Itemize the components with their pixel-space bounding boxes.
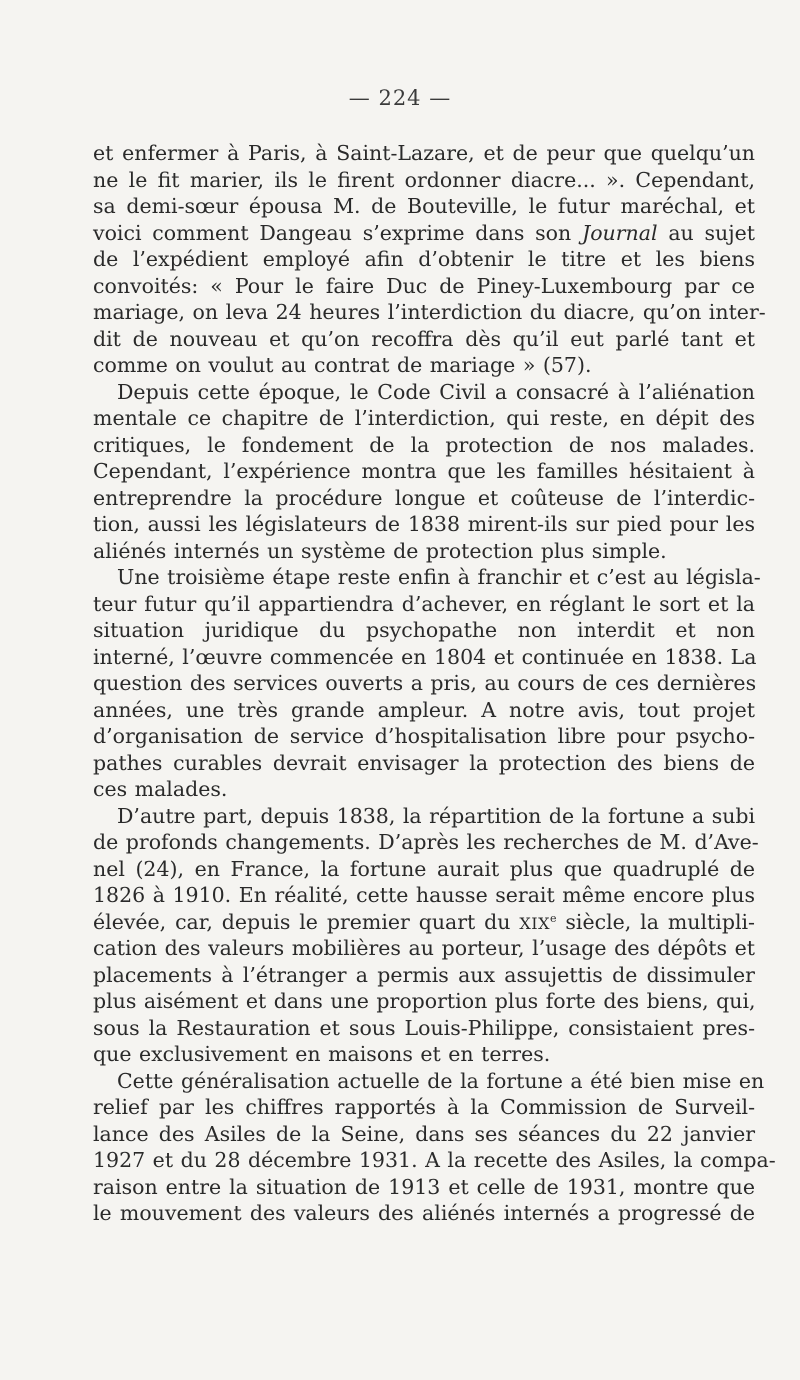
text-line: raison entre la situation de 1913 et celle de 1931, montre que [93,1174,755,1199]
text-line [93,909,755,936]
text-line: mentale ce chapitre de l’interdiction, qui reste, en dépit des [93,406,755,430]
text-line: d’organisation de service d’hospitalisation libre pour psycho- [93,724,755,748]
italic-title: Journal [581,220,658,245]
text-line: cation des valeurs mobilières au porteur, l’usage des dépôts et [93,936,755,960]
text-line: convoités: « Pour le faire Duc de Piney-Luxembourg par ce [93,273,755,298]
body-text [93,140,776,1227]
text-line: dit de nouveau et qu’on recoffra dès qu’il eut parlé tant et [93,326,755,351]
text-line: que exclusivement en maisons et en terres. [93,1042,551,1066]
text-line: ces malades. [93,777,228,801]
text-line: critiques, le fondement de la protection de nos malades. [93,432,755,457]
text-line: de l’expédient employé afin d’obtenir le titre et les biens [93,247,755,271]
text-line: sous la Restauration et sous Louis-Philippe, consistaient pres- [93,1015,755,1040]
text-line: pathes curables devrait envisager la protection des biens de [93,750,755,775]
text-line: lance des Asiles de la Seine, dans ses séances du 22 janvier [93,1121,755,1146]
superscript: e [549,911,557,925]
text-line: nel (24), en France, la fortune aurait plus que quadruplé de [93,856,755,881]
century-numeral: XIX [519,913,550,933]
text-line: Depuis cette époque, le Code Civil a consacré à l’aliénation [117,379,755,404]
text-line: aliénés internés un système de protection plus simple. [93,538,667,563]
text-run: siècle, la multipli- [556,909,755,934]
text-line: situation juridique du psychopathe non interdit et non [93,618,755,642]
text-line: Cependant, l’expérience montra que les familles hésitaient à [93,459,755,483]
text-line: comme on voulut au contrat de mariage » (57). [93,353,592,377]
text-line: tion, aussi les législateurs de 1838 mirent-ils sur pied pour les [93,512,755,536]
text-run: au sujet [657,220,755,245]
text-run: voici comment Dangeau s’exprime dans son [93,220,582,245]
text-line: 1826 à 1910. En réalité, cette hausse serait même encore plus [93,883,755,907]
text-line: question des services ouverts a pris, au cours de ces dernières [93,671,757,695]
text-line: le mouvement des valeurs des aliénés internés a progressé de [93,1201,755,1225]
text-line: entreprendre la procédure longue et coûteuse de l’interdic- [93,485,755,510]
text-line: Cette généralisation actuelle de la fortune a été bien mise en [117,1068,765,1093]
text-line: sa demi-sœur épousa M. de Bouteville, le futur maréchal, et [93,194,755,218]
text-line: teur futur qu’il appartiendra d’achever, en réglant le sort et la [93,591,755,616]
text-line: D’autre part, depuis 1838, la répartition de la fortune a subi [117,803,756,828]
text-line: interné, l’œuvre commencée en 1804 et continuée en 1838. La [93,644,757,669]
text-line: de profonds changements. D’après les recherches de M. d’Ave- [93,830,759,854]
text-line: années, une très grande ampleur. A notre avis, tout projet [93,697,755,722]
page-number: — 224 — [348,86,452,110]
text-line: et enfermer à Paris, à Saint-Lazare, et de peur que quelqu’un [93,141,755,165]
text-line: mariage, on leva 24 heures l’interdiction du diacre, qu’on inter- [93,300,766,324]
text-line: relief par les chiffres rapportés à la Commission de Surveil- [93,1095,755,1119]
text-run: élevée, car, depuis le premier quart du [93,909,520,934]
text-line: plus aisément et dans une proportion plus forte des biens, qui, [93,989,756,1013]
text-line: 1927 et du 28 décembre 1931. A la recette des Asiles, la compa- [93,1148,776,1172]
text-line: placements à l’étranger a permis aux assujettis de dissimuler [93,962,755,987]
text-line [93,220,755,247]
text-line: ne le fit marier, ils le firent ordonner diacre... ». Cependant, [93,167,755,192]
text-line: Une troisième étape reste enfin à franchir et c’est au législa- [117,565,761,589]
